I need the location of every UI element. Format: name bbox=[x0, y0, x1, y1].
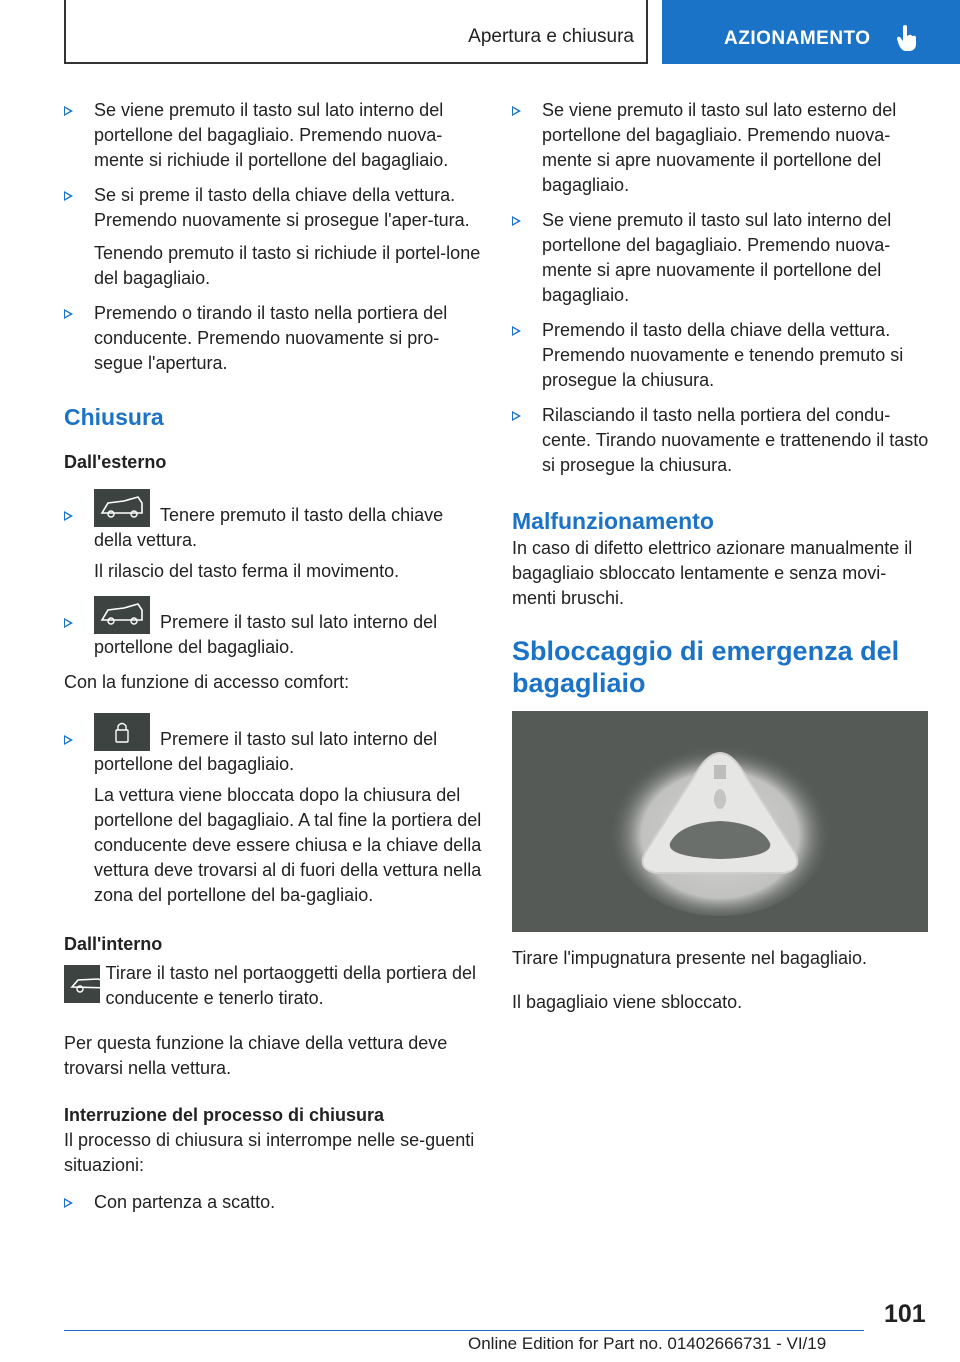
left-column bbox=[64, 98, 482, 1215]
footer-divider bbox=[64, 1330, 864, 1331]
list-item: Premere il tasto sul lato interno del portellone del bagagliaio. bbox=[64, 610, 482, 660]
heading-malfunzionamento: Malfunzionamento bbox=[512, 508, 714, 534]
lock-icon bbox=[94, 713, 150, 751]
photo-caption: Tirare l'impugnatura presente nel bagagliaio. bbox=[512, 948, 867, 968]
bullet-triangle-icon bbox=[512, 411, 521, 421]
bullet-triangle-icon bbox=[512, 326, 521, 336]
heading-sbloccaggio: Sbloccaggio di emergenza del bagagliaio bbox=[512, 636, 900, 698]
list-item: Se viene premuto il tasto sul lato interno del portellone del bagagliaio. Premendo nuova-mente si richiude il portellone del bagagliaio. bbox=[64, 98, 482, 173]
bullet-triangle-icon bbox=[512, 106, 521, 116]
bullet-triangle-icon bbox=[64, 106, 73, 116]
malfunzionamento-text: In caso di difetto elettrico azionare manualmente il bagagliaio sbloccato lentamente e senza movi-menti bruschi. bbox=[512, 538, 913, 608]
page-number: 101 bbox=[884, 1300, 926, 1328]
list-item: Premere il tasto sul lato interno del portellone del bagagliaio. bbox=[64, 727, 482, 777]
list-item-note: Tenendo premuto il tasto si richiude il portel-lone del bagagliaio. bbox=[94, 243, 481, 288]
interruzione-text: Il processo di chiusura si interrompe nelle se-guenti situazioni: bbox=[64, 1130, 475, 1175]
bullet-triangle-icon bbox=[64, 191, 73, 201]
list-item: Se viene premuto il tasto sul lato interno del portellone del bagagliaio. Premendo nuova-mente si apre nuovamente il portellone del bagagliaio. bbox=[512, 208, 930, 308]
car-icon bbox=[64, 965, 100, 1003]
list-item: Se si preme il tasto della chiave della vettura. Premendo nuovamente si prosegue l'aper-tura. bbox=[64, 183, 482, 233]
chapter-label: AZIONAMENTO bbox=[724, 28, 871, 49]
list-item: Tenere premuto il tasto della chiave della vettura. bbox=[64, 503, 482, 553]
section-title: Apertura e chiusura bbox=[468, 26, 634, 47]
key-note: Per questa funzione la chiave della vettura deve trovarsi nella vettura. bbox=[64, 1033, 448, 1078]
result-text: Il bagagliaio viene sbloccato. bbox=[512, 992, 743, 1012]
list-item: Se viene premuto il tasto sul lato esterno del portellone del bagagliaio. Premendo nuova-mente si apre nuovamente il portellone del bagagliaio. bbox=[512, 98, 930, 198]
subheading-esterno: Dall'esterno bbox=[64, 452, 167, 472]
bullet-triangle-icon bbox=[512, 216, 521, 226]
interno-row: Tirare il tasto nel portaoggetti della portiera del conducente e tenerlo tirato. bbox=[64, 961, 482, 1011]
hand-icon bbox=[896, 24, 918, 57]
comfort-text: Con la funzione di accesso comfort: bbox=[64, 672, 350, 692]
subheading-interno: Dall'interno bbox=[64, 934, 163, 954]
list-item-note: Il rilascio del tasto ferma il movimento. bbox=[94, 561, 400, 581]
chapter-badge[interactable] bbox=[662, 0, 960, 64]
list-item-note: La vettura viene bloccata dopo la chiusura del portellone del bagagliaio. A tal fine la portiera del conducente deve essere chiusa e la chiave della vettura deve trovarsi al di fuori della vettura nella zona del portellone del ba-gagliaio. bbox=[94, 785, 482, 905]
emergency-release-photo bbox=[512, 711, 928, 932]
right-column bbox=[512, 98, 930, 699]
list-item: Rilasciando il tasto nella portiera del condu-cente. Tirando nuovamente e trattenendo il tasto si prosegue la chiusura. bbox=[512, 403, 930, 478]
tailgate-icon bbox=[94, 489, 150, 527]
bullet-triangle-icon bbox=[64, 511, 73, 521]
list-item: Premendo il tasto della chiave della vettura. Premendo nuovamente e tenendo premuto si prosegue la chiusura. bbox=[512, 318, 930, 393]
list-item: Con partenza a scatto. bbox=[64, 1190, 482, 1215]
tailgate-icon bbox=[94, 596, 150, 634]
bullet-triangle-icon bbox=[64, 735, 73, 745]
subheading-interruzione: Interruzione del processo di chiusura bbox=[64, 1105, 385, 1125]
bullet-triangle-icon bbox=[64, 1198, 73, 1208]
edition-text: Online Edition for Part no. 01402666731 - VI/19 bbox=[468, 1334, 827, 1353]
list-item: Premendo o tirando il tasto nella portiera del conducente. Premendo nuovamente si pro-segue l'apertura. bbox=[64, 301, 482, 376]
bullet-triangle-icon bbox=[64, 618, 73, 628]
heading-chiusura: Chiusura bbox=[64, 404, 164, 430]
bullet-triangle-icon bbox=[64, 309, 73, 319]
